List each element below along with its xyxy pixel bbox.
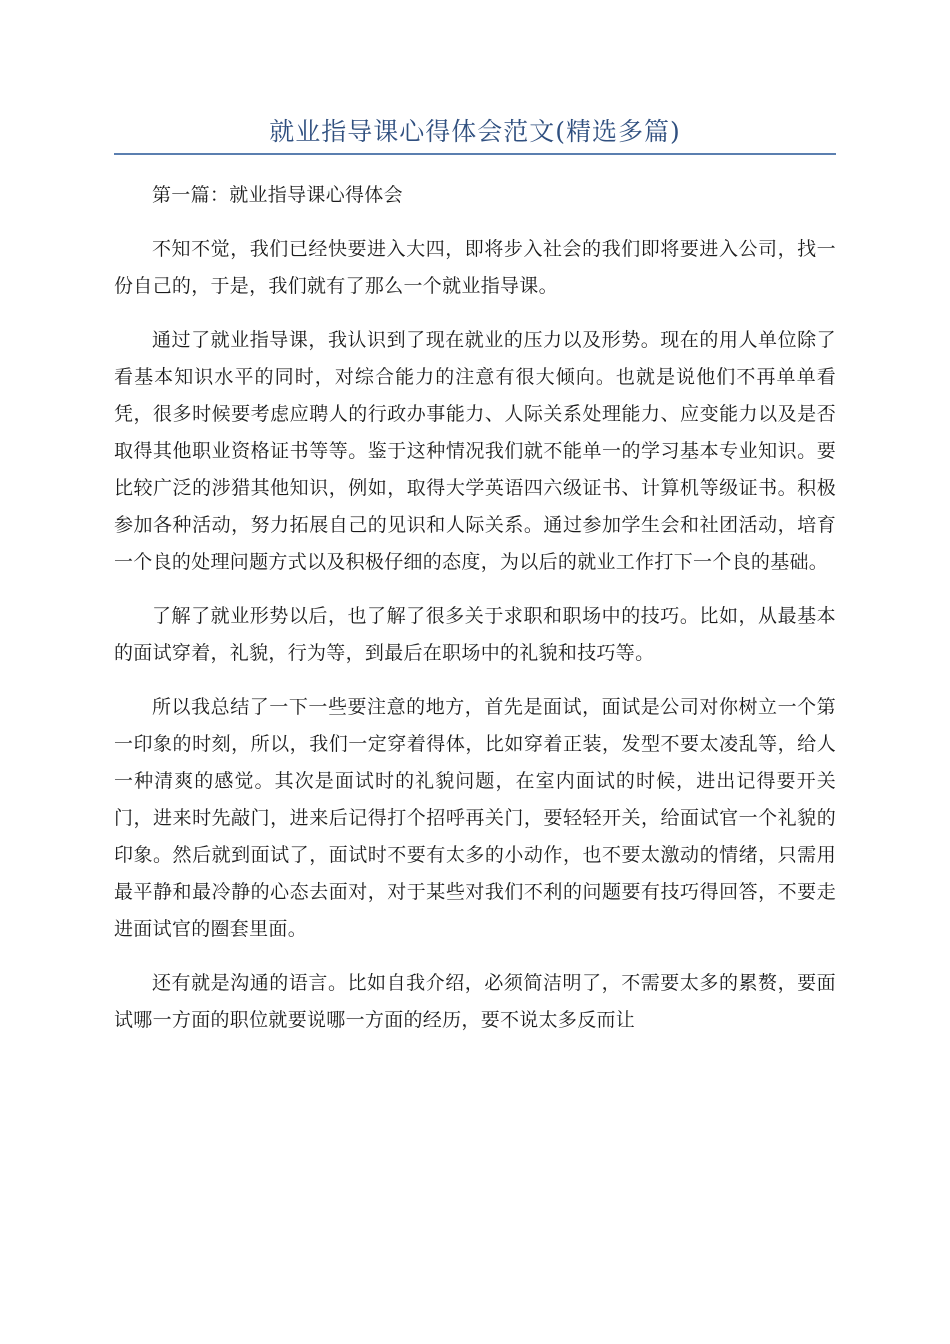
document-page [114,112,836,1056]
paragraph-2: 通过了就业指导课，我认识到了现在就业的压力以及形势。现在的用人单位除了看基本知识水平的同时，对综合能力的注意有很大倾向。也就是说他们不再单单看凭，很多时候要考虑应聘人的行政办事能力、人际关系处理能力、应变能力以及是否取得其他职业资格证书等等。鉴于这种情况我们就不能单一的学习基本专业知识。要比较广泛的涉猎其他知识，例如，取得大学英语四六级证书、计算机等级证书。积极参加各种活动，努力拓展自己的见识和人际关系。通过参加学生会和社团活动，培育一个良的处理问题方式以及积极仔细的态度，为以后的就业工作打下一个良的基础。 [114,329,836,573]
paragraph-5: 还有就是沟通的语言。比如自我介绍，必须简洁明了，不需要太多的累赘，要面试哪一方面的职位就要说哪一方面的经历，要不说太多反而让 [114,972,836,1031]
paragraph-3: 了解了就业形势以后，也了解了很多关于求职和职场中的技巧。比如，从最基本的面试穿着，礼貌，行为等，到最后在职场中的礼貌和技巧等。 [114,605,836,664]
section-heading: 第一篇：就业指导课心得体会 [152,184,403,206]
paragraph-4: 所以我总结了一下一些要注意的地方，首先是面试，面试是公司对你树立一个第一印象的时刻，所以，我们一定穿着得体，比如穿着正装，发型不要太凌乱等，给人一种清爽的感觉。其次是面试时的礼貌问题，在室内面试的时候，进出记得要开关门，进来时先敲门，进来后记得打个招呼再关门，要轻轻开关，给面试官一个礼貌的印象。然后就到面试了，面试时不要有太多的小动作，也不要太激动的情绪，只需用最平静和最冷静的心态去面对，对于某些对我们不利的问题要有技巧得回答，不要走进面试官的圈套里面。 [114,696,836,940]
paragraph-1: 不知不觉，我们已经快要进入大四，即将步入社会的我们即将要进入公司，找一份自己的，于是，我们就有了那么一个就业指导课。 [114,238,836,297]
document-title: 就业指导课心得体会范文(精选多篇) [114,112,836,155]
document-body [114,177,836,1039]
